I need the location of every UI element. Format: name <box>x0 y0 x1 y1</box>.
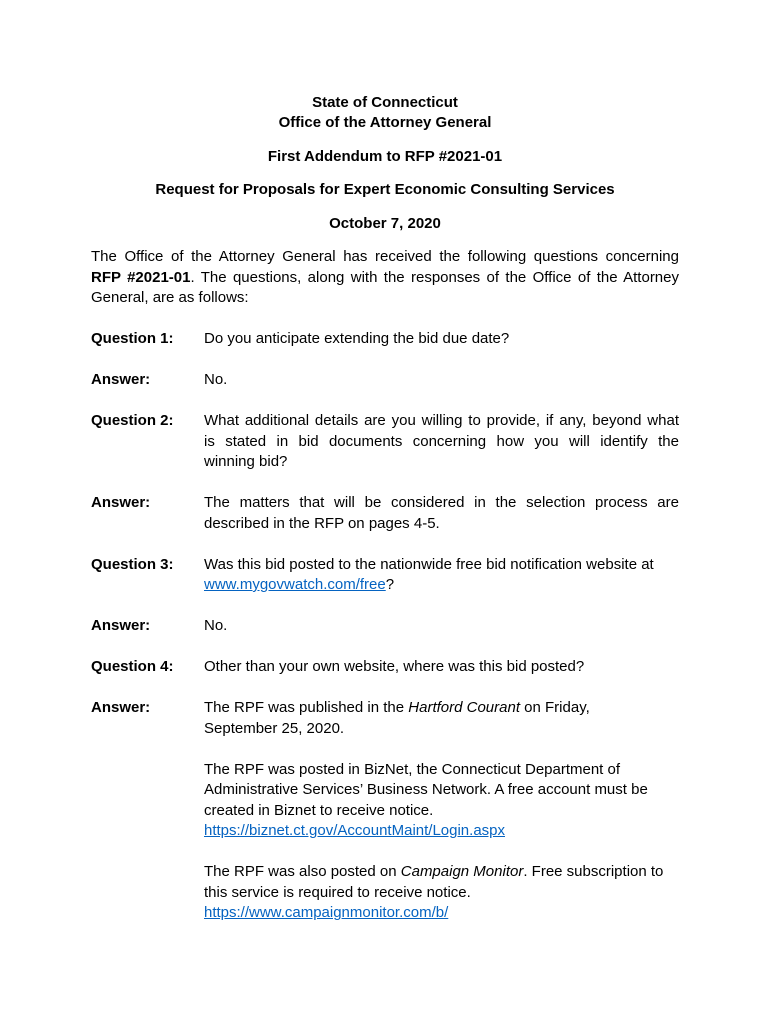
answer-text-run: No. <box>204 371 228 388</box>
intro-text: . The questions, along with the responses of the Office of the Attorney <box>190 268 679 286</box>
answer-paragraph <box>204 616 679 637</box>
question-label: Question 3: <box>91 555 174 573</box>
answer-1 <box>91 370 679 391</box>
text-line <box>204 862 679 883</box>
answer-text-run: The matters that will be considered in the selection process are <box>204 494 679 511</box>
question-paragraph <box>204 555 679 596</box>
question-text-run: Other than your own website, where was this bid posted? <box>204 658 585 675</box>
question-text <box>204 411 679 473</box>
question-text-run: What additional details are you willing to provide, if any, beyond what <box>204 412 679 429</box>
text-line <box>204 760 679 781</box>
answer-paragraph-campaign-monitor <box>204 862 679 924</box>
header-office: Office of the Attorney General <box>278 114 492 131</box>
answer-text-run: . Free subscription to <box>523 863 664 880</box>
question-text-run: is stated in bid documents concerning how you will identify the <box>204 432 679 450</box>
text-line <box>204 883 679 904</box>
answer-label: Answer: <box>91 494 151 511</box>
question-paragraph <box>204 657 679 678</box>
addendum-title: First Addendum to RFP #2021-01 <box>267 147 503 165</box>
answer-text-run: The RPF was published in the <box>204 699 409 716</box>
question-text-run: Do you anticipate extending the bid due date? <box>204 330 510 347</box>
answer-2 <box>91 493 679 534</box>
question-1 <box>91 329 679 350</box>
intro-text: General, are as follows: <box>91 289 249 306</box>
answer-3 <box>91 616 679 637</box>
document-header <box>91 93 679 134</box>
header-state: State of Connecticut <box>312 93 458 111</box>
intro-text: The Office of the Attorney General has received the following questions concerning <box>91 248 679 265</box>
text-line <box>204 452 679 473</box>
answer-4 <box>91 698 679 924</box>
question-text <box>204 555 679 596</box>
question-text-run: winning bid? <box>204 453 288 470</box>
question-text-run: ? <box>385 576 395 593</box>
text-line <box>204 698 679 719</box>
publication-name: Hartford Courant <box>408 699 520 716</box>
campaign-monitor-link[interactable]: https://www.campaignmonitor.com/b/ <box>204 904 449 921</box>
rfp-title: Request for Proposals for Expert Economic Consulting Services <box>155 181 615 198</box>
answer-text-run: The RPF was posted in BizNet, the Connecticut Department of <box>204 760 621 778</box>
text-line <box>204 329 679 350</box>
question-text <box>204 657 679 678</box>
text-line <box>204 821 679 842</box>
question-4 <box>91 657 679 678</box>
service-name: Campaign Monitor <box>400 863 524 880</box>
mygovwatch-link[interactable]: www.mygovwatch.com/free <box>204 576 386 593</box>
text-line <box>91 247 679 268</box>
question-2 <box>91 411 679 473</box>
answer-text-run: No. <box>204 617 228 634</box>
document-date: October 7, 2020 <box>329 214 441 232</box>
question-label: Question 4: <box>91 658 174 675</box>
answer-text-run: described in the RFP on pages 4-5. <box>204 514 440 532</box>
answer-text <box>204 698 679 924</box>
answer-text-run: created in Biznet to receive notice. <box>204 801 434 819</box>
question-label: Question 1: <box>91 330 174 347</box>
text-line <box>204 411 679 432</box>
text-line <box>204 432 679 453</box>
answer-paragraph-biznet <box>204 760 679 842</box>
question-label: Question 2: <box>91 412 174 429</box>
answer-text-run: Administrative Services’ Business Network. A free account must be <box>204 781 648 798</box>
question-3 <box>91 555 679 596</box>
answer-text <box>204 370 679 391</box>
text-line <box>91 268 679 289</box>
text-line <box>204 719 679 740</box>
text-line <box>204 555 679 576</box>
biznet-login-link[interactable]: https://biznet.ct.gov/AccountMaint/Login.aspx <box>204 822 506 839</box>
text-line <box>204 780 679 801</box>
question-paragraph <box>204 411 679 473</box>
question-text <box>204 329 679 350</box>
question-paragraph <box>204 329 679 350</box>
answer-paragraph-hartford-courant <box>204 698 679 739</box>
answer-paragraph <box>204 493 679 534</box>
answer-label: Answer: <box>91 617 151 634</box>
text-line <box>204 903 679 924</box>
answer-paragraph <box>204 370 679 391</box>
answer-text-run: The RPF was also posted on <box>204 863 401 880</box>
answer-text <box>204 616 679 637</box>
text-line <box>204 575 679 596</box>
text-line <box>204 370 679 391</box>
text-line <box>91 288 679 309</box>
text-line <box>204 657 679 678</box>
text-line <box>204 514 679 535</box>
text-line <box>204 801 679 822</box>
answer-label: Answer: <box>91 371 151 388</box>
answer-text <box>204 493 679 534</box>
text-line <box>204 616 679 637</box>
question-text-run: Was this bid posted to the nationwide free bid notification website at <box>204 555 654 573</box>
answer-label: Answer: <box>91 699 151 716</box>
intro-paragraph <box>91 247 679 309</box>
rfp-reference: RFP #2021-01 <box>91 268 191 286</box>
answer-text-run: this service is required to receive notice. <box>204 883 471 901</box>
answer-text-run: on Friday, <box>520 699 590 716</box>
answer-text-run: September 25, 2020. <box>204 719 345 737</box>
text-line <box>204 493 679 514</box>
